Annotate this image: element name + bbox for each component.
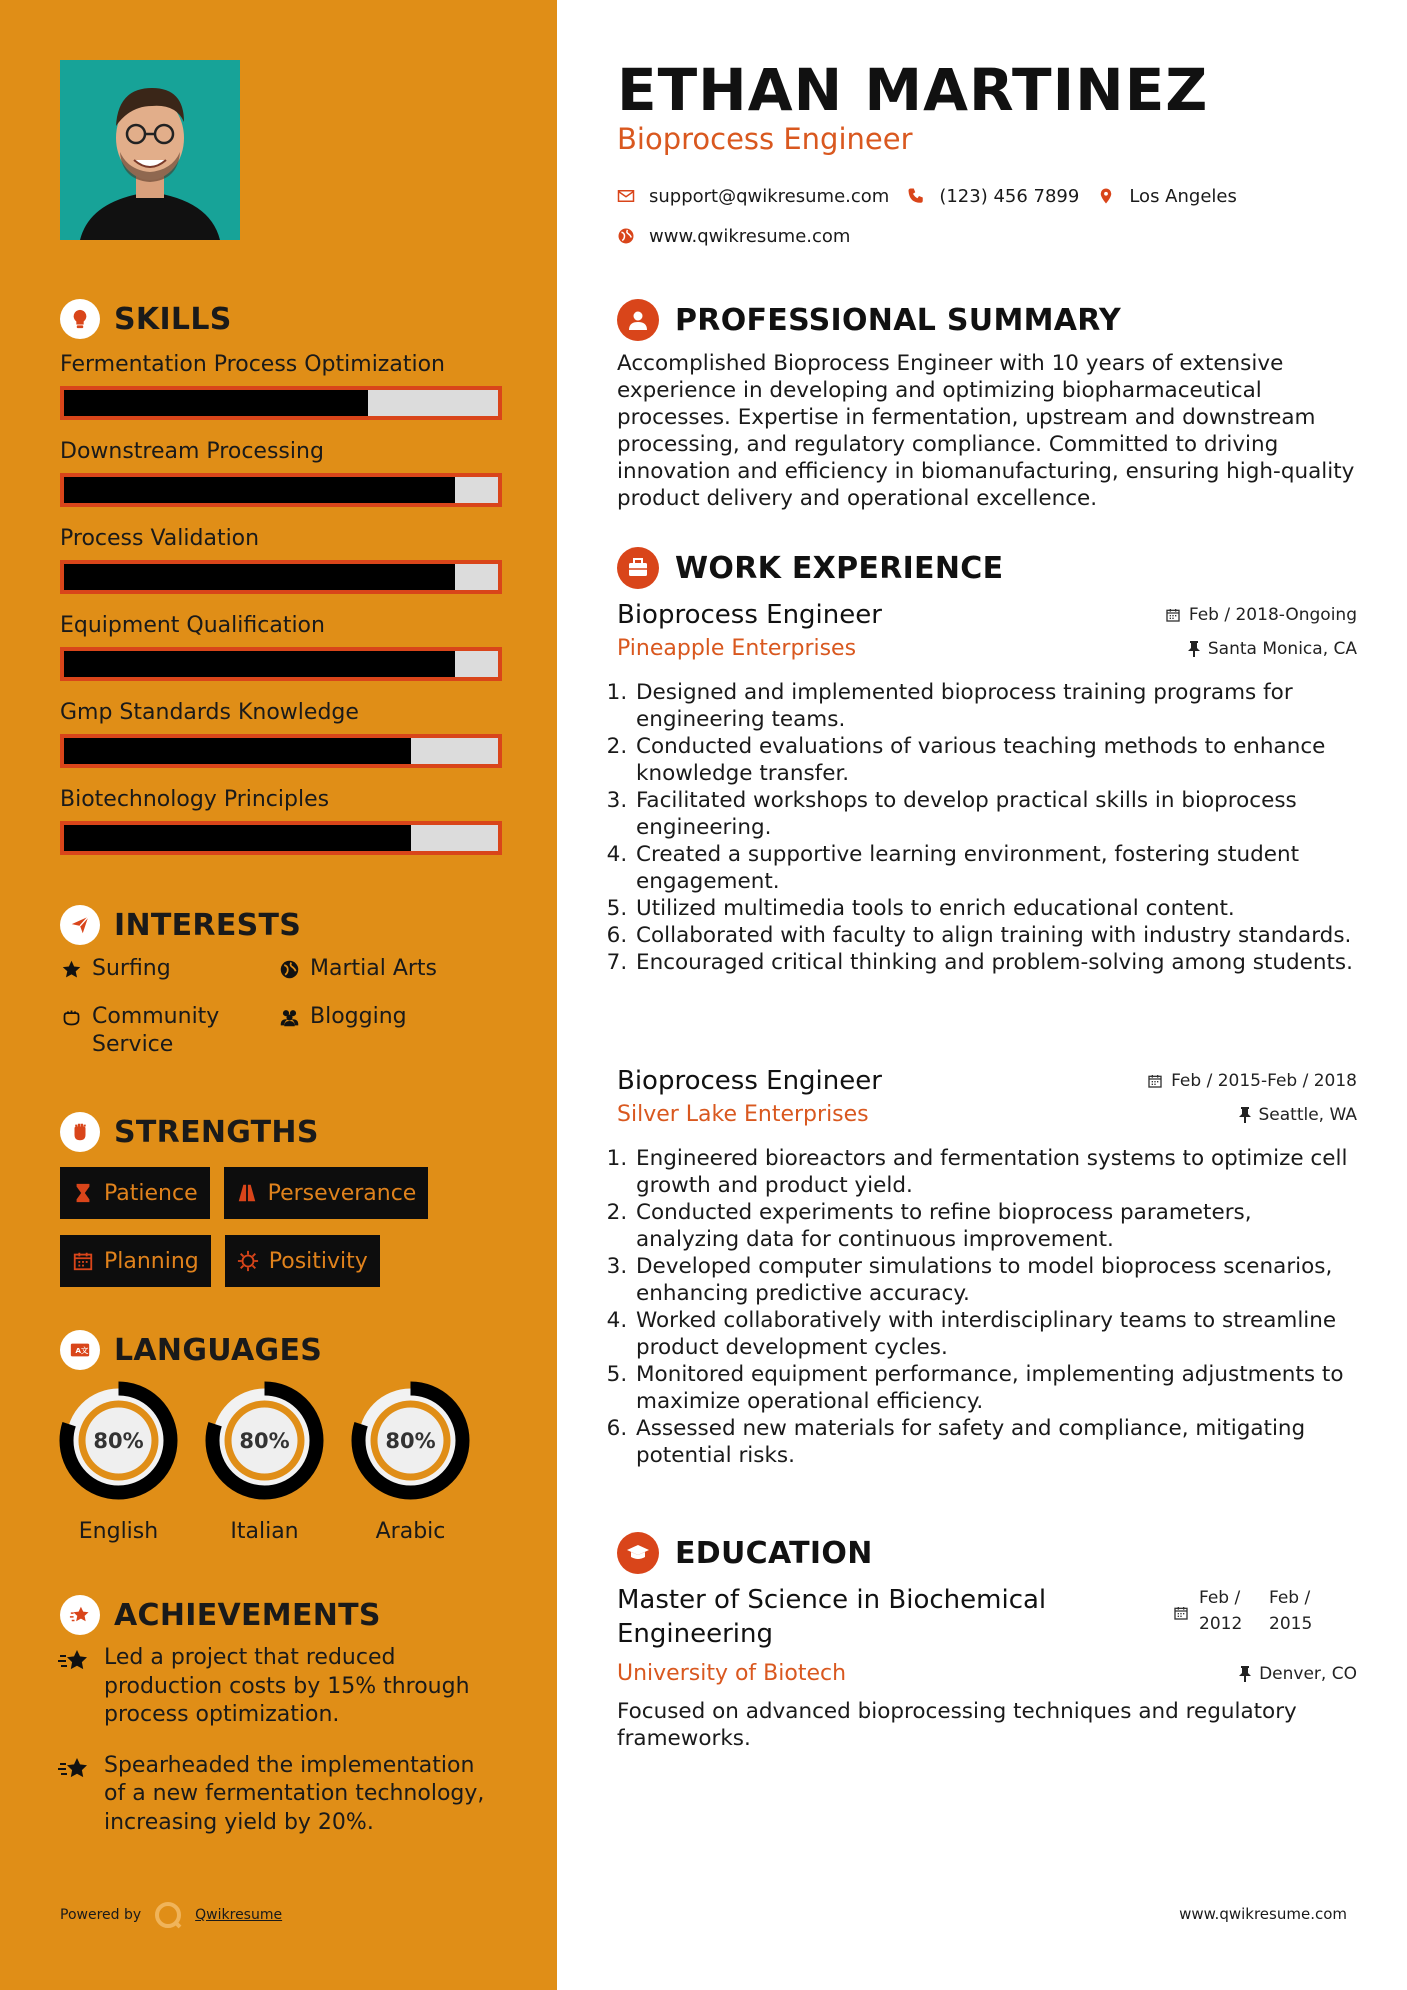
user-icon <box>617 299 659 341</box>
duty-item: 4. Worked collaboratively with interdisciplinary teams to streamline product development cycles. <box>634 1307 1357 1361</box>
company-name: Silver Lake Enterprises <box>617 1102 869 1127</box>
profile-photo <box>60 60 240 240</box>
job-title: Bioprocess Engineer <box>617 1066 882 1096</box>
languages-header <box>60 1330 322 1370</box>
job-duties <box>617 679 1357 976</box>
school-name: University of Biotech <box>617 1661 847 1686</box>
envelope-icon <box>617 187 635 205</box>
achievement-text: Spearheaded the implementation of a new fermentation technology, increasing yield by 20%. <box>104 1752 485 1835</box>
interests-list <box>60 955 530 1059</box>
duty-item: 2. Conducted evaluations of various teaching methods to enhance knowledge transfer. <box>634 733 1357 787</box>
strength-label: Planning <box>104 1248 199 1274</box>
summary-header <box>617 299 1121 341</box>
school-location <box>1239 1664 1357 1684</box>
job-date <box>1147 1071 1357 1091</box>
achievement-item <box>58 1752 498 1838</box>
skills-title: SKILLS <box>114 301 232 337</box>
calendar-icon <box>1165 607 1181 623</box>
duty-item: 1. Engineered bioreactors and fermentation systems to optimize cell growth and product yield. <box>634 1145 1357 1199</box>
skill-level-bar <box>60 647 502 681</box>
lightbulb-icon <box>60 299 100 339</box>
skill-level-bar <box>60 734 502 768</box>
achievements-header <box>60 1595 381 1635</box>
hand-icon <box>60 1003 82 1031</box>
education-entry <box>617 1583 1357 1752</box>
skill-label: Gmp Standards Knowledge <box>60 700 359 725</box>
strengths-list <box>60 1167 500 1303</box>
fist-icon <box>60 1112 100 1152</box>
skill-label: Equipment Qualification <box>60 613 325 638</box>
skills-list <box>60 348 502 870</box>
sun-icon <box>237 1250 259 1272</box>
main-content <box>557 0 1407 1990</box>
pushpin-icon <box>1188 641 1200 657</box>
job-duties <box>617 1145 1357 1469</box>
skill-level-fill <box>64 825 411 851</box>
phone-contact[interactable] <box>907 186 1079 207</box>
skill-level-bar <box>60 821 502 855</box>
shooting-star-icon <box>58 1644 92 1730</box>
job-entry <box>617 1066 1357 1469</box>
languages-title: LANGUAGES <box>114 1332 323 1368</box>
calendar-icon <box>1173 1605 1189 1621</box>
interest-item <box>278 955 518 983</box>
language-percent: 80% <box>93 1428 144 1453</box>
job-location-text: Santa Monica, CA <box>1207 638 1357 659</box>
job-location <box>1188 639 1357 659</box>
skill-level-bar <box>60 560 502 594</box>
interest-label: Blogging <box>310 1004 407 1029</box>
job-entry <box>617 600 1357 976</box>
powered-by-label: Powered by <box>60 1907 142 1923</box>
languages-list <box>58 1380 508 1544</box>
language-label: Arabic <box>375 1519 446 1544</box>
contact-info <box>617 176 1357 256</box>
school-location-text: Denver, CO <box>1259 1663 1357 1684</box>
skill-level-fill <box>64 564 455 590</box>
degree-title: Master of Science in Biochemical Engineering <box>617 1585 1047 1649</box>
language-icon <box>60 1330 100 1370</box>
language-label: Italian <box>230 1519 299 1544</box>
duty-item: 4. Created a supportive learning environment, fostering student engagement. <box>634 841 1357 895</box>
candidate-role: Bioprocess Engineer <box>617 122 913 156</box>
strength-label: Perseverance <box>267 1180 417 1206</box>
star-badge-icon <box>60 1595 100 1635</box>
skill-item <box>60 696 502 783</box>
phone-text: (123) 456 7899 <box>939 185 1080 207</box>
email-contact[interactable] <box>617 186 889 207</box>
achievements-title: ACHIEVEMENTS <box>114 1597 381 1633</box>
powered-by <box>60 1900 282 1930</box>
skill-item <box>60 783 502 870</box>
duty-item: 2. Conducted experiments to refine bioprocess parameters, analyzing data for continuous improvement. <box>634 1199 1357 1253</box>
phone-icon <box>907 187 925 205</box>
job-location-text: Seattle, WA <box>1258 1104 1357 1125</box>
achievement-text: Led a project that reduced production costs by 15% through process optimization. <box>104 1645 470 1727</box>
strength-chip <box>60 1167 210 1219</box>
strength-chip <box>224 1167 429 1219</box>
users-icon <box>278 1003 300 1031</box>
language-item <box>58 1380 179 1544</box>
briefcase-icon <box>617 547 659 589</box>
job-date-text: Feb / 2015-Feb / 2018 <box>1171 1071 1357 1091</box>
education-title: EDUCATION <box>675 1535 873 1571</box>
svg-text:文: 文 <box>80 1346 89 1356</box>
website-text: www.qwikresume.com <box>649 225 851 247</box>
website-contact[interactable] <box>617 226 850 247</box>
interest-item <box>60 955 278 983</box>
graduation-icon <box>617 1532 659 1574</box>
map-pin-icon <box>1097 187 1115 205</box>
language-progress-ring <box>350 1380 471 1501</box>
person-avatar-icon <box>60 60 240 240</box>
calendar-icon <box>1147 1073 1163 1089</box>
qwikresume-link[interactable]: Qwikresume <box>195 1907 283 1923</box>
pushpin-icon <box>1239 1107 1251 1123</box>
company-name: Pineapple Enterprises <box>617 636 857 661</box>
education-end: Feb / 2015 <box>1269 1588 1313 1634</box>
skill-label: Fermentation Process Optimization <box>60 352 445 377</box>
duty-item: 5. Utilized multimedia tools to enrich educational content. <box>634 895 1357 922</box>
calendar-icon <box>72 1250 94 1272</box>
skill-level-fill <box>64 738 411 764</box>
language-label: English <box>78 1519 159 1544</box>
achievement-item <box>58 1644 498 1730</box>
skill-label: Process Validation <box>60 526 260 551</box>
interest-item <box>278 1003 518 1059</box>
experience-header <box>617 547 1003 589</box>
skill-level-fill <box>64 390 368 416</box>
education-start: Feb / 2012 <box>1199 1588 1243 1634</box>
location-text: Los Angeles <box>1129 185 1237 207</box>
job-location <box>1239 1105 1358 1125</box>
summary-title: PROFESSIONAL SUMMARY <box>675 302 1122 338</box>
interest-label: Community Service <box>92 1004 220 1057</box>
road-icon <box>236 1182 258 1204</box>
pushpin-icon <box>1239 1666 1251 1682</box>
sidebar <box>0 0 557 1990</box>
location-contact <box>1097 186 1237 207</box>
education-dates <box>1173 1583 1357 1651</box>
globe-icon <box>617 227 635 245</box>
skill-label: Downstream Processing <box>60 439 324 464</box>
job-title: Bioprocess Engineer <box>617 600 882 630</box>
strength-chip <box>225 1235 380 1287</box>
language-item <box>350 1380 471 1544</box>
interest-item <box>60 1003 278 1059</box>
interests-header <box>60 905 301 945</box>
strengths-header <box>60 1112 319 1152</box>
skill-item <box>60 522 502 609</box>
strength-chip <box>60 1235 211 1287</box>
strengths-title: STRENGTHS <box>114 1114 319 1150</box>
experience-title: WORK EXPERIENCE <box>675 550 1004 586</box>
duty-item: 6. Collaborated with faculty to align training with industry standards. <box>634 922 1357 949</box>
shooting-star-icon <box>58 1752 92 1838</box>
footer-url[interactable]: www.qwikresume.com <box>1179 1905 1347 1923</box>
language-item <box>204 1380 325 1544</box>
skill-item <box>60 609 502 696</box>
duty-item: 3. Facilitated workshops to develop practical skills in bioprocess engineering. <box>634 787 1357 841</box>
candidate-name: ETHAN MARTINEZ <box>617 56 1209 124</box>
achievements-list <box>58 1644 498 1859</box>
strength-label: Patience <box>104 1180 198 1206</box>
skill-item <box>60 435 502 522</box>
skills-header <box>60 299 232 339</box>
hourglass-icon <box>72 1182 94 1204</box>
star-icon <box>60 955 82 983</box>
duty-item: 3. Developed computer simulations to model bioprocess scenarios, enhancing predictive accuracy. <box>634 1253 1357 1307</box>
duty-item: 5. Monitored equipment performance, implementing adjustments to maximize operational efficiency. <box>634 1361 1357 1415</box>
job-date <box>1165 605 1357 625</box>
education-description: Focused on advanced bioprocessing techniques and regulatory frameworks. <box>617 1699 1297 1751</box>
language-progress-ring <box>58 1380 179 1501</box>
duty-item: 1. Designed and implemented bioprocess training programs for engineering teams. <box>634 679 1357 733</box>
qwikresume-logo-icon <box>153 1900 183 1930</box>
language-percent: 80% <box>385 1428 436 1453</box>
language-percent: 80% <box>239 1428 290 1453</box>
paper-plane-icon <box>60 905 100 945</box>
strength-label: Positivity <box>268 1248 368 1274</box>
duty-item: 7. Encouraged critical thinking and problem-solving among students. <box>634 949 1357 976</box>
duty-item: 6. Assessed new materials for safety and compliance, mitigating potential risks. <box>634 1415 1357 1469</box>
svg-text:A: A <box>75 1346 82 1356</box>
skill-level-fill <box>64 651 455 677</box>
interest-label: Martial Arts <box>310 956 438 981</box>
interest-label: Surfing <box>92 956 171 981</box>
globe-icon <box>278 955 300 983</box>
skill-label: Biotechnology Principles <box>60 787 330 812</box>
skill-item <box>60 348 502 435</box>
email-text: support@qwikresume.com <box>649 185 890 207</box>
language-progress-ring <box>204 1380 325 1501</box>
skill-level-fill <box>64 477 455 503</box>
education-header <box>617 1532 873 1574</box>
skill-level-bar <box>60 473 502 507</box>
summary-text: Accomplished Bioprocess Engineer with 10 years of extensive experience in developing and optimizing biopharmaceutical processes. Expertise in fermentation, upstream and downstream processing, and regulatory compliance. Committed to driving innovation and efficiency in biomanufacturing, ensuring high-quality product delivery and operational excellence. <box>617 351 1355 511</box>
job-date-text: Feb / 2018-Ongoing <box>1188 605 1357 625</box>
interests-title: INTERESTS <box>114 907 302 943</box>
skill-level-bar <box>60 386 502 420</box>
